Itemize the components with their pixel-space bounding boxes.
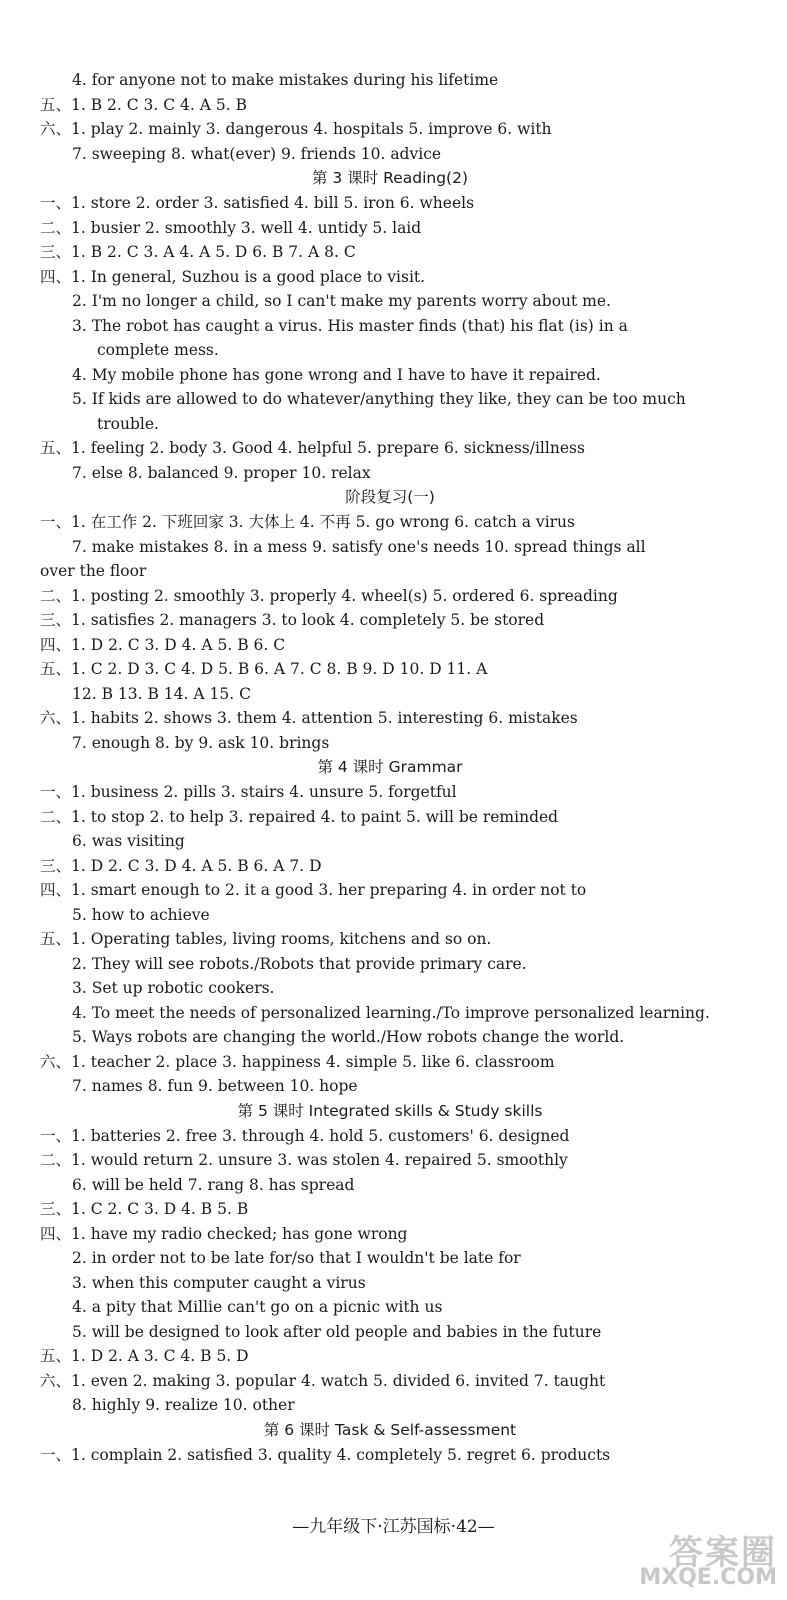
answer-line: 2. I'm no longer a child, so I can't make my parents worry about me. [72, 292, 611, 310]
answer-line: over the floor [40, 562, 147, 580]
answer-line: 六、1. play 2. mainly 3. dangerous 4. hospitals 5. improve 6. with [40, 120, 552, 138]
page-footer: —九年级下·江苏国标·42— [292, 1517, 495, 1537]
answer-line: 三、1. D 2. C 3. D 4. A 5. B 6. A 7. D [40, 856, 322, 875]
answer-line: 五、1. C 2. D 3. C 4. D 5. B 6. A 7. C 8. B 9. D 10. D 11. A [40, 660, 488, 678]
answer-line: 4. To meet the needs of personalized learning./To improve personalized learning. [72, 1003, 710, 1022]
section-heading: 第 6 课时 Task & Self-assessment [263, 1420, 517, 1439]
answer-line: 二、1. would return 2. unsure 3. was stolen 4. repaired 5. smoothly [40, 1151, 568, 1169]
answer-line: 3. Set up robotic cookers. [72, 979, 275, 997]
answer-line: 六、1. habits 2. shows 3. them 4. attention 5. interesting 6. mistakes [40, 709, 578, 727]
answer-line: 5. If kids are allowed to do whatever/anything they like, they can be too much [72, 390, 686, 408]
section-heading: 第 3 课时 Reading(2) [311, 169, 468, 187]
answer-line: 一、1. store 2. order 3. satisfied 4. bill 5. iron 6. wheels [40, 194, 475, 212]
answer-line: 3. The robot has caught a virus. His master finds (that) his flat (is) in a [72, 316, 628, 335]
answer-line: 2. in order not to be late for/so that I wouldn't be late for [72, 1249, 521, 1267]
answer-line: 三、1. B 2. C 3. A 4. A 5. D 6. B 7. A 8. C [40, 243, 356, 261]
section-heading: 第 5 课时 Integrated skills & Study skills [237, 1101, 543, 1120]
answer-line: 7. else 8. balanced 9. proper 10. relax [72, 463, 371, 482]
answer-line: 四、1. smart enough to 2. it a good 3. her preparing 4. in order not to [40, 881, 587, 899]
answer-line: 五、1. Operating tables, living rooms, kitchens and so on. [40, 930, 492, 948]
answer-line: 五、1. feeling 2. body 3. Good 4. helpful 5. prepare 6. sickness/illness [40, 439, 585, 457]
answer-line: 8. highly 9. realize 10. other [72, 1396, 295, 1414]
section-heading: 第 4 课时 Grammar [317, 758, 463, 776]
answer-line: 二、1. busier 2. smoothly 3. well 4. untidy 5. laid [40, 218, 422, 237]
answer-line: 一、1. 在工作 2. 下班回家 3. 大体上 4. 不再 5. go wrong 6. catch a virus [40, 513, 575, 531]
answer-line: 6. was visiting [72, 832, 185, 850]
answer-line: 四、1. have my radio checked; has gone wrong [40, 1224, 408, 1243]
watermark-url: MXQE.COM [639, 1564, 777, 1590]
answer-line: 7. enough 8. by 9. ask 10. brings [72, 733, 330, 752]
watermark [639, 1533, 777, 1590]
answer-line: 六、1. teacher 2. place 3. happiness 4. simple 5. like 6. classroom [40, 1052, 555, 1071]
answer-line: 5. how to achieve [72, 905, 210, 924]
answer-line: 五、1. B 2. C 3. C 4. A 5. B [40, 95, 247, 114]
watermark-logo: 答案圈 [669, 1533, 777, 1573]
answer-line: 6. will be held 7. rang 8. has spread [72, 1175, 355, 1194]
answer-line: 三、1. satisfies 2. managers 3. to look 4. completely 5. be stored [40, 611, 545, 629]
answer-line: 一、1. business 2. pills 3. stairs 4. unsure 5. forgetful [40, 783, 457, 801]
answer-line: 4. for anyone not to make mistakes during his lifetime [72, 71, 499, 89]
answer-line: 4. My mobile phone has gone wrong and I have to have it repaired. [72, 365, 601, 384]
answer-line: 三、1. C 2. C 3. D 4. B 5. B [40, 1200, 249, 1218]
answer-line: 4. a pity that Millie can't go on a picnic with us [72, 1298, 443, 1316]
answer-line: 二、1. to stop 2. to help 3. repaired 4. to paint 5. will be reminded [40, 807, 559, 826]
answer-line: 5. Ways robots are changing the world./How robots change the world. [72, 1028, 625, 1046]
answer-line: 四、1. D 2. C 3. D 4. A 5. B 6. C [40, 635, 286, 654]
answer-line: trouble. [97, 414, 159, 433]
answer-line: 一、1. complain 2. satisfied 3. quality 4. completely 5. regret 6. products [40, 1445, 611, 1464]
section-heading: 阶段复习(一) [345, 488, 435, 506]
answer-line: 3. when this computer caught a virus [72, 1273, 366, 1292]
answer-line: 五、1. D 2. A 3. C 4. B 5. D [40, 1347, 249, 1365]
answer-line: 2. They will see robots./Robots that provide primary care. [72, 954, 527, 973]
answer-key-body [40, 68, 740, 1467]
answer-line: 5. will be designed to look after old people and babies in the future [72, 1322, 602, 1341]
answer-line: 7. make mistakes 8. in a mess 9. satisfy one's needs 10. spread things all [72, 537, 646, 556]
answer-line: complete mess. [97, 341, 219, 359]
answer-line: 四、1. In general, Suzhou is a good place to visit. [40, 267, 426, 286]
answer-line: 六、1. even 2. making 3. popular 4. watch 5. divided 6. invited 7. taught [40, 1371, 606, 1390]
answer-line: 一、1. batteries 2. free 3. through 4. hold 5. customers' 6. designed [40, 1126, 570, 1145]
answer-line: 7. sweeping 8. what(ever) 9. friends 10. advice [72, 144, 442, 163]
answer-line: 二、1. posting 2. smoothly 3. properly 4. wheel(s) 5. ordered 6. spreading [40, 586, 618, 605]
answer-line: 12. B 13. B 14. A 15. C [72, 684, 251, 703]
answer-line: 7. names 8. fun 9. between 10. hope [72, 1077, 358, 1095]
